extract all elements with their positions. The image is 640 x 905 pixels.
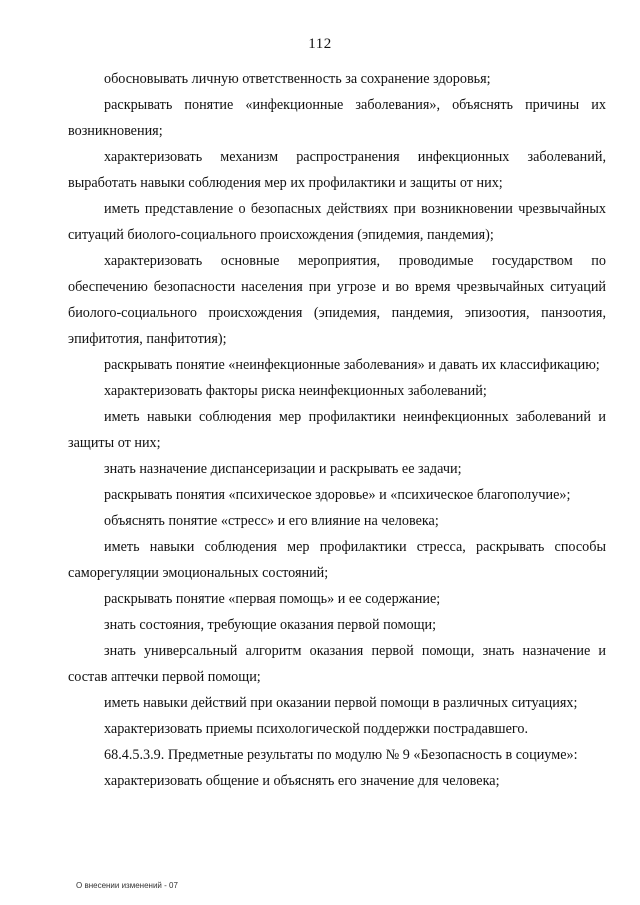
paragraph: иметь навыки соблюдения мер профилактики неинфекционных заболеваний и защиты от них; [68, 409, 606, 451]
page-number: 112 [308, 36, 332, 52]
paragraph: характеризовать факторы риска неинфекционных заболеваний; [104, 383, 487, 399]
paragraph: иметь представление о безопасных действиях при возникновении чрезвычайных ситуаций биолого-социального происхождения (эпидемия, пандемия); [68, 201, 606, 243]
paragraph: характеризовать приемы психологической поддержки пострадавшего. [104, 721, 528, 737]
paragraph: раскрывать понятие «инфекционные заболевания», объяснять причины их возникновения; [68, 97, 606, 139]
paragraph: раскрывать понятия «психическое здоровье» и «психическое благополучие»; [104, 487, 571, 503]
paragraph: характеризовать общение и объяснять его значение для человека; [104, 773, 500, 789]
paragraph: характеризовать механизм распространения инфекционных заболеваний, выработать навыки соблюдения мер их профилактики и защиты от них; [68, 149, 606, 191]
paragraph: знать универсальный алгоритм оказания первой помощи, знать назначение и состав аптечки первой помощи; [68, 643, 606, 685]
paragraph: обосновывать личную ответственность за сохранение здоровья; [104, 71, 491, 87]
paragraph: характеризовать основные мероприятия, проводимые государством по обеспечению безопасности населения при угрозе и во время чрезвычайных ситуаций биолого-социального происхождения (эпидемия, пандемия, эпизоотия, панзоотия, эпифитотия, панфитотия); [68, 253, 606, 347]
paragraph: знать назначение диспансеризации и раскрывать ее задачи; [104, 461, 462, 477]
footer-note: О внесении изменений - 07 [76, 881, 178, 890]
paragraph: иметь навыки действий при оказании первой помощи в различных ситуациях; [104, 695, 578, 711]
paragraph: раскрывать понятие «неинфекционные заболевания» и давать их классификацию; [104, 357, 600, 373]
paragraph: иметь навыки соблюдения мер профилактики стресса, раскрывать способы саморегуляции эмоциональных состояний; [68, 539, 606, 581]
paragraph: знать состояния, требующие оказания первой помощи; [104, 617, 437, 633]
paragraph: раскрывать понятие «первая помощь» и ее содержание; [104, 591, 441, 607]
paragraph: объяснять понятие «стресс» и его влияние на человека; [104, 513, 439, 529]
section-heading: 68.4.5.3.9. Предметные результаты по модулю № 9 «Безопасность в социуме»: [104, 747, 578, 763]
body-text [68, 66, 606, 794]
